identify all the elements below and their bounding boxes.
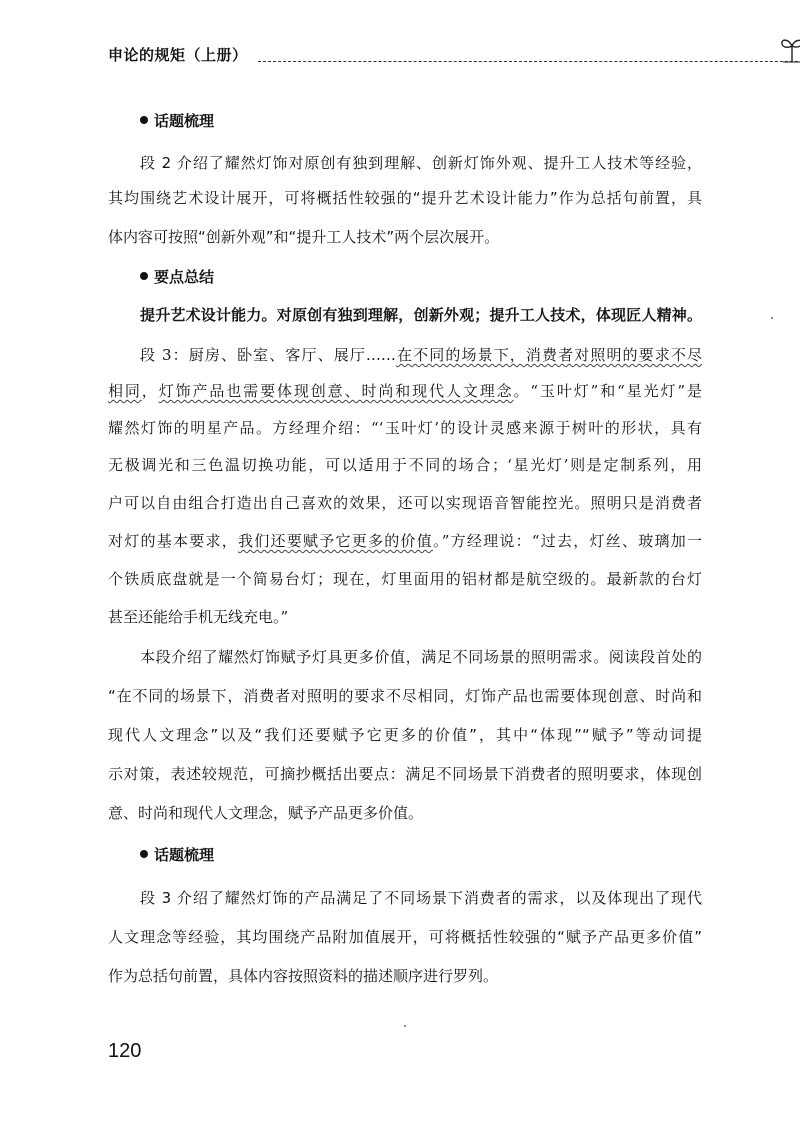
bullet-icon xyxy=(140,272,148,280)
source-text: ， xyxy=(141,382,159,400)
heading-text: 话题梳理 xyxy=(154,846,215,864)
section-heading-summary xyxy=(140,266,214,287)
source-paragraph-line: 户可以自由组合打造出自己喜欢的效果，还可以实现语音智能控光。照明只是消费者 xyxy=(108,494,702,512)
source-paragraph-line: 个铁质底盘就是一个简易台灯；现在，灯里面用的铝材都是航空级的。最新款的台灯 xyxy=(108,570,702,588)
heading-text: 话题梳理 xyxy=(154,112,215,130)
source-paragraph-line xyxy=(108,381,702,401)
header-title: 申论的规矩（上册） xyxy=(108,46,248,64)
sprout-icon xyxy=(779,34,800,64)
underlined-text: 我们还要赋予它更多的价值 xyxy=(237,532,433,550)
bullet-icon xyxy=(140,850,148,858)
source-text: 。“玉叶灯”和“星光灯”是 xyxy=(513,382,702,400)
source-paragraph-line xyxy=(140,345,702,365)
header-rule xyxy=(258,61,800,62)
source-paragraph-line: 甚至还能给手机无线充电。” xyxy=(108,608,289,626)
paragraph-line: 体内容可按照“创新外观”和“提升工人技术”两个层次展开。 xyxy=(108,228,500,246)
underlined-text: 灯饰产品也需要体现创意、时尚和现代人文理念 xyxy=(158,382,514,400)
source-paragraph-line: 无极调光和三色温切换功能，可以适用于不同的场合；‘星光灯’则是定制系列，用 xyxy=(108,456,702,474)
running-header xyxy=(108,40,708,80)
paragraph-line: 示对策，表述较规范，可摘抄概括出要点：满足不同场景下消费者的照明要求，体现创 xyxy=(108,765,702,783)
source-paragraph-line xyxy=(108,531,702,551)
paragraph-line: 意、时尚和现代人文理念，赋予产品更多价值。 xyxy=(108,804,424,822)
source-text: 。”方经理说：“过去，灯丝、玻璃加一 xyxy=(432,532,702,550)
bullet-icon xyxy=(140,116,148,124)
underlined-text: 在不同的场景下，消费者对照明的要求不尽 xyxy=(395,346,702,364)
section-heading-topic xyxy=(140,110,214,131)
paragraph-line: 本段介绍了耀然灯饰赋予灯具更多价值，满足不同场景的照明需求。阅读段首处的 xyxy=(140,648,702,666)
paragraph-line: 段 3 介绍了耀然灯饰的产品满足了不同场景下消费者的需求，以及体现出了现代 xyxy=(140,889,702,907)
scan-speck xyxy=(404,1025,406,1027)
paragraph-line: “在不同的场景下，消费者对照明的要求不尽相同，灯饰产品也需要体现创意、时尚和 xyxy=(108,687,702,705)
heading-text: 要点总结 xyxy=(154,268,215,286)
paragraph-line: 作为总括句前置，具体内容按照资料的描述顺序进行罗列。 xyxy=(108,967,499,985)
source-text: 对灯的基本要求， xyxy=(108,532,238,550)
summary-line: 提升艺术设计能力。对原创有独到理解，创新外观；提升工人技术，体现匠人精神。 xyxy=(140,306,702,324)
paragraph-line: 段 2 介绍了耀然灯饰对原创有独到理解、创新灯饰外观、提升工人技术等经验， xyxy=(140,154,702,172)
source-text: 段 3：厨房、卧室、客厅、展厅…… xyxy=(140,346,396,364)
paragraph-line: 现代人文理念”以及“我们还要赋予它更多的价值”，其中“体现”“赋予”等动词提 xyxy=(108,726,702,744)
source-paragraph-line: 耀然灯饰的明星产品。方经理介绍：“‘玉叶灯’的设计灵感来源于树叶的形状，具有 xyxy=(108,419,702,437)
section-heading-topic xyxy=(140,844,214,865)
paragraph-line: 其均围绕艺术设计展开，可将概括性较强的“提升艺术设计能力”作为总括句前置，具 xyxy=(108,189,702,207)
paragraph-line: 人文理念等经验，其均围绕产品附加值展开，可将概括性较强的“赋予产品更多价值” xyxy=(108,928,702,946)
scan-speck xyxy=(771,317,773,319)
page-number: 120 xyxy=(108,1040,142,1062)
underlined-text: 相同 xyxy=(108,382,142,400)
